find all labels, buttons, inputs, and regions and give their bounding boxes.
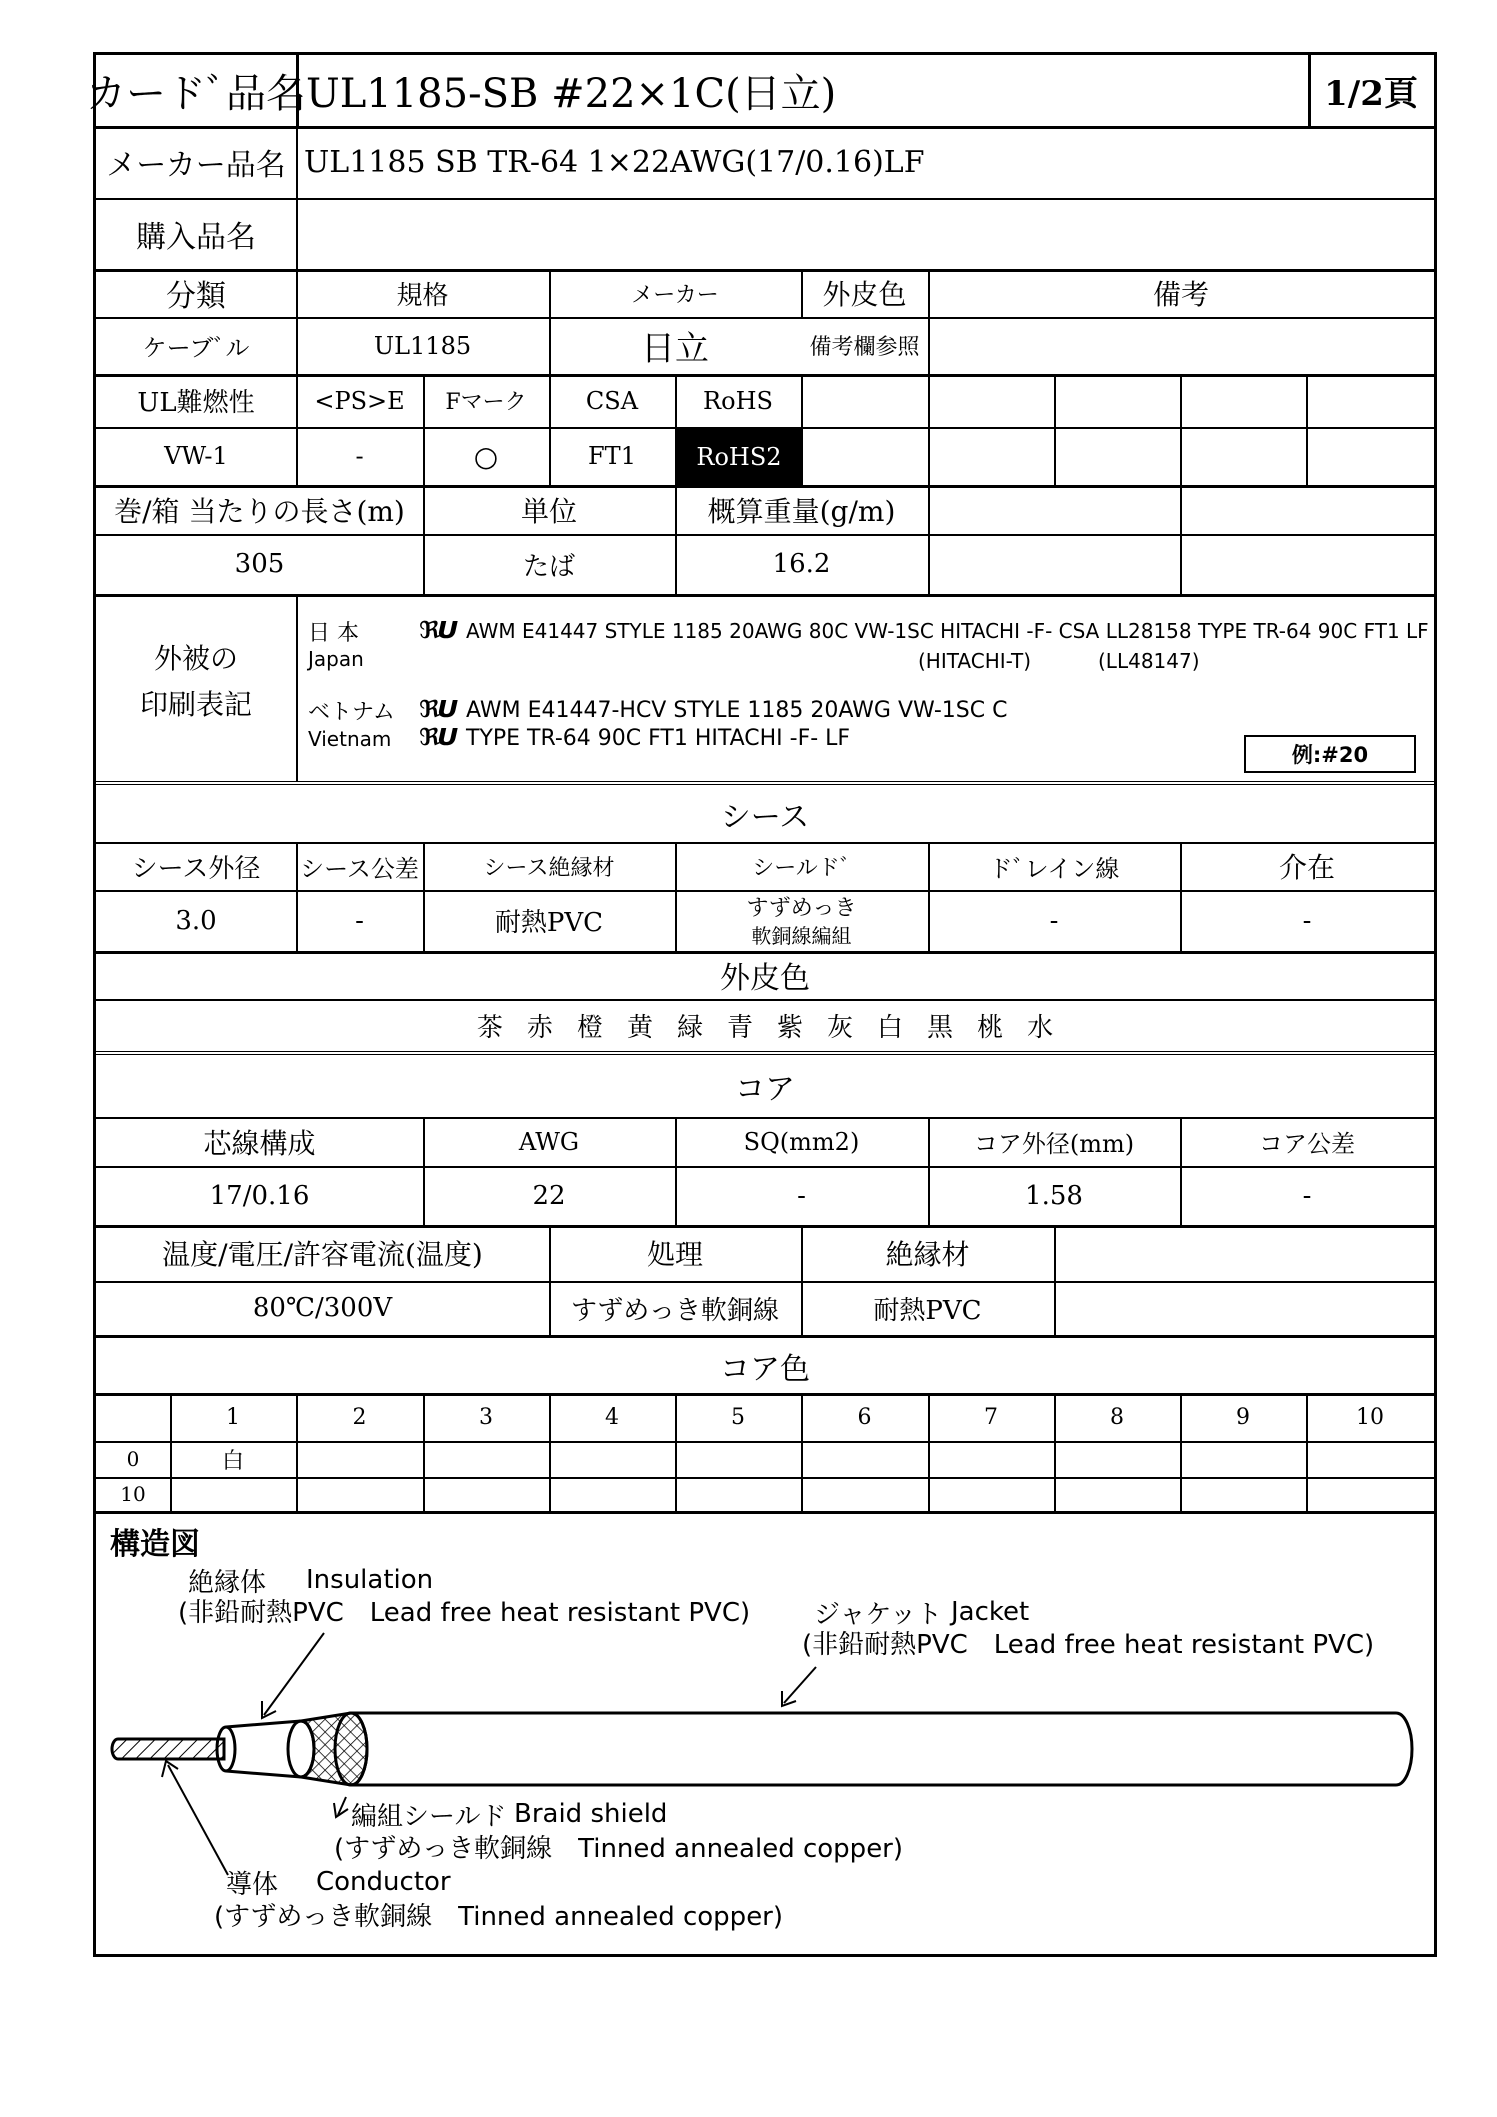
insulation-body [226, 1721, 314, 1777]
sq-value: - [797, 1180, 806, 1211]
structure-title: 構造図 [110, 1527, 200, 1562]
core-color-cell [423, 1441, 549, 1477]
core-color-cell [170, 1477, 296, 1511]
color-red: 赤 [526, 1012, 553, 1043]
vietnam-label-jp: ベトナム [308, 699, 395, 725]
rohs-value: RoHS2 [677, 429, 801, 485]
color-purple: 紫 [777, 1012, 804, 1043]
print-label-line2: 印刷表記 [139, 688, 252, 721]
core-color-col-header: 1 [226, 1404, 240, 1430]
color-yellow: 黄 [626, 1012, 653, 1043]
core-construction-value: 17/0.16 [209, 1180, 310, 1211]
core-color-cell [928, 1477, 1054, 1511]
core-color-col-header: 3 [479, 1404, 493, 1430]
jacket-color-value: 備考欄参照 [809, 335, 920, 360]
japan-sub-ll: (LL48147) [1098, 649, 1200, 673]
japan-label-jp: 日 本 [308, 620, 359, 646]
core-color-cell [1054, 1441, 1180, 1477]
core-color-col-header: 6 [857, 1404, 872, 1430]
color-green: 緑 [676, 1012, 703, 1043]
color-gray: 灰 [827, 1012, 854, 1043]
core-color-title: コア色 [720, 1351, 810, 1387]
temp-voltage-value: 80℃/300V [252, 1293, 393, 1323]
maker-header: メーカー [631, 282, 719, 308]
insulation-header: 絶縁材 [885, 1238, 970, 1271]
rohs-header: RoHS [703, 386, 773, 415]
spec-sheet [86, 52, 1437, 1957]
sheath-od-header: シース外径 [131, 853, 261, 884]
example-box: 例:#20 [1244, 735, 1416, 773]
core-color-cell [296, 1441, 423, 1477]
category-value: ケーブﾞル [142, 334, 250, 362]
sq-header: SQ(mm2) [743, 1127, 860, 1156]
pse-value: - [355, 442, 364, 470]
core-color-cell [675, 1477, 801, 1511]
jacket-body [351, 1713, 1412, 1785]
conductor-label-jp: 導体 [226, 1869, 279, 1900]
vietnam-label-en: Vietnam [308, 727, 392, 751]
ul-mark-japan: ℜU [419, 617, 456, 645]
core-color-col-header: 8 [1110, 1404, 1124, 1430]
print-label-line1: 外被の [153, 642, 238, 675]
color-orange: 橙 [576, 1012, 603, 1043]
remarks-header: 備考 [1152, 278, 1209, 311]
insulation-label-en: Insulation [306, 1565, 434, 1595]
insulation-value: 耐熱PVC [873, 1295, 982, 1326]
insulation-label-jp: 絶縁体 [188, 1567, 267, 1598]
shield-value-line2: 軟銅線編組 [751, 923, 852, 948]
core-od-header: コア外径(mm) [973, 1130, 1135, 1158]
jacket-color-header: 外皮色 [822, 278, 907, 311]
weight-header: 概算重量(g/m) [707, 494, 896, 528]
core-color-cell [1306, 1477, 1434, 1511]
color-pink: 桃 [977, 1012, 1004, 1043]
ul-mark-vietnam-2: ℜU [419, 724, 456, 752]
japan-label-en: Japan [308, 647, 364, 671]
temp-voltage-header: 温度/電圧/許容電流(温度) [162, 1238, 483, 1271]
core-color-col-header: 4 [605, 1404, 619, 1430]
core-color-cell: 白 [221, 1448, 244, 1474]
maker-name-value: UL1185 SB TR-64 1×22AWG(17/0.16)LF [304, 144, 925, 180]
core-color-col-header: 10 [1356, 1404, 1384, 1430]
conductor-label-en: Conductor [316, 1867, 451, 1897]
pse-header: <PS>E [314, 386, 405, 415]
color-aqua: 水 [1027, 1012, 1054, 1043]
standard-header: 規格 [396, 280, 449, 311]
core-color-cell [801, 1477, 928, 1511]
sheath-insulation-value: 耐熱PVC [494, 908, 604, 938]
treatment-value: すずめっき軟銅線 [570, 1295, 779, 1326]
insulation-desc: (非鉛耐熱PVC Lead free heat resistant PVC) [178, 1597, 751, 1628]
page-number: 1/2頁 [1324, 74, 1418, 114]
sheath-title: シース [720, 799, 810, 835]
shield-header: シールドﾞ [752, 855, 851, 881]
braid-label-jp: 編組シールド [351, 1801, 507, 1832]
category-header: 分類 [166, 279, 226, 314]
f-mark-header: Fマーク [445, 390, 527, 415]
core-od-value: 1.58 [1025, 1180, 1083, 1211]
core-color-row-label: 10 [120, 1482, 146, 1506]
csa-header: CSA [585, 386, 639, 415]
outer-color-list [96, 999, 1434, 1051]
awg-header: AWG [518, 1127, 580, 1156]
conductor-body [112, 1739, 224, 1759]
core-color-cell [296, 1477, 423, 1511]
maker-value: 日立 [641, 329, 709, 369]
maker-name-label: メーカー品名 [106, 148, 286, 183]
awg-value: 22 [532, 1180, 566, 1211]
length-value: 305 [234, 549, 285, 579]
remarks-value [928, 317, 1434, 374]
ul-flame-header: UL難燃性 [137, 388, 255, 418]
filler-header: 介在 [1278, 851, 1335, 884]
outer-color-title: 外皮色 [720, 961, 810, 996]
color-brown: 茶 [476, 1012, 503, 1043]
color-blue: 青 [726, 1012, 753, 1043]
core-color-cell [928, 1441, 1054, 1477]
core-tolerance-value: - [1302, 1180, 1312, 1211]
core-color-col-header: 7 [984, 1404, 998, 1430]
core-color-cell [1180, 1441, 1306, 1477]
jacket-label-en: Jacket [951, 1597, 1030, 1627]
unit-value: たば [522, 551, 575, 582]
core-color-cell [549, 1441, 675, 1477]
unit-header: 単位 [520, 494, 577, 528]
japan-print-text: AWM E41447 STYLE 1185 20AWG 80C VW-1SC HITACHI -F- CSA LL28158 TYPE TR-64 90C FT1 LF [466, 619, 1429, 643]
braid-desc: (すずめっき軟銅線 Tinned annealed copper) [334, 1833, 904, 1864]
length-header: 巻/箱 当たりの長さ(m) [114, 494, 405, 528]
shield-value-line1: すずめっき [746, 895, 857, 921]
jacket-desc: (非鉛耐熱PVC Lead free heat resistant PVC) [802, 1629, 1375, 1660]
treatment-header: 処理 [646, 1238, 703, 1271]
card-name-label: カードﾞ品名 [86, 71, 306, 117]
sheath-tolerance-value: - [355, 905, 364, 936]
core-tolerance-header: コア公差 [1259, 1130, 1355, 1158]
drain-wire-header: ドﾞレイン線 [988, 854, 1120, 883]
filler-value: - [1302, 905, 1312, 936]
vietnam-print-text-1: AWM E41447-HCV STYLE 1185 20AWG VW-1SC C [466, 697, 1008, 723]
purchase-name-value [304, 198, 1424, 269]
color-white: 白 [877, 1012, 904, 1043]
weight-value: 16.2 [772, 549, 831, 579]
ul-flame-value: VW-1 [164, 442, 228, 470]
core-color-cell [675, 1441, 801, 1477]
drain-wire-value: - [1049, 905, 1059, 936]
core-color-col-header: 2 [352, 1404, 367, 1430]
core-title: コア [735, 1072, 795, 1107]
f-mark-value: ○ [473, 439, 499, 473]
core-construction-header: 芯線構成 [203, 1126, 316, 1160]
purchase-name-label: 購入品名 [136, 219, 256, 255]
core-color-row-label: 0 [126, 1447, 140, 1471]
core-color-cell [1306, 1441, 1434, 1477]
sheath-insulation-header: シース絶縁材 [483, 855, 615, 881]
core-color-cell [1054, 1477, 1180, 1511]
jacket-label-jp: ジャケット [814, 1599, 943, 1630]
braid-label-en: Braid shield [514, 1799, 668, 1829]
color-black: 黒 [927, 1012, 954, 1043]
japan-sub-hitachi: (HITACHI-T) [918, 649, 1032, 673]
cable-structure-diagram [96, 1515, 1434, 1955]
card-name-value: UL1185-SB #22×1C(日立) [306, 71, 837, 117]
ul-mark-vietnam-1: ℜU [419, 696, 456, 724]
core-color-col-header: 5 [731, 1404, 745, 1430]
csa-value: FT1 [588, 442, 636, 470]
core-color-cell [1180, 1477, 1306, 1511]
sheath-tolerance-header: シース公差 [300, 854, 419, 883]
core-color-cell [801, 1441, 928, 1477]
standard-value: UL1185 [373, 331, 472, 360]
core-color-col-header: 9 [1236, 1404, 1250, 1430]
conductor-desc: (すずめっき軟銅線 Tinned annealed copper) [214, 1901, 784, 1932]
vietnam-print-text-2: TYPE TR-64 90C FT1 HITACHI -F- LF [466, 725, 851, 751]
sheath-od-value: 3.0 [175, 905, 217, 936]
core-color-cell [423, 1477, 549, 1511]
core-color-cell [549, 1477, 675, 1511]
